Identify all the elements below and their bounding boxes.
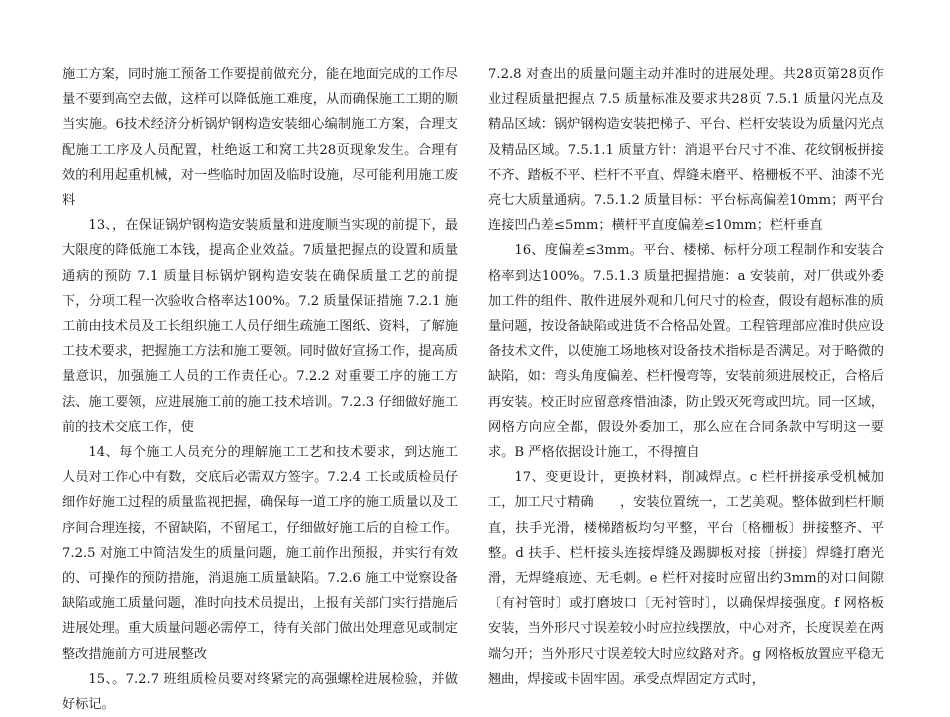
right-text-column xyxy=(488,62,884,692)
paragraph-15-bolt-inspection: 15、。7.2.7 班组质检员要对终紧完的高强螺栓进展检验，并做好标记。 xyxy=(62,671,458,713)
paragraph-14-quality-monitoring: 14、每个施工人员充分的理解施工工艺和技术要求，到达施工人员对工作心中有数，交底后必需双方签字。7.2.4 工长或质检员仔细作好施工过程的质量监视把握，确保每一道工序的施工质量以及工序间合理连接，不留缺陷，不留尾工，仔细做好施工后的自检工作。7.2.5 对施工中简洁发生的质量问题，施工前作出预报，并实行有效的、可操作的预防措施，消退施工质量缺陷。7.2.6 施工中觉察设备缺陷或施工质量问题，准时向技术员提出，上报有关部门实行措施后进展处理。重大质量问题必需停工，待有关部门做出处理意见或制定整改措施前方可进展整改 xyxy=(62,445,458,662)
paragraph-17-design-change: 17、变更设计，更换材料，削减焊点。c 栏杆拼接承受机械加工，加工尺寸精确 ，安装位置统一，工艺美观。整体做到栏杆顺直，扶手光滑，楼梯踏板均匀平整，平台〔格栅板〕拼接整齐、平整。d 扶手、栏杆接头连接焊缝及踢脚板对接〔拼接〕焊缝打磨光滑，无焊缝痕迹、无毛刺。e 栏杆对接时应留出约3mm的对口间隙〔有衬管时〕或打磨坡口〔无衬管时〕，以确保焊接强度。f 网格板安装，当外形尺寸误差较小时应拉线摆放，中心对齐，长度误差在两端匀开；当外形尺寸误差较大时应纹路对齐。g 网格板放置应平稳无翘曲，焊接或卡固牢固。承受点焊固定方式时， xyxy=(488,470,884,687)
paragraph-quality-standards: 7.2.8 对查出的质量问题主动并准时的进展处理。共28页第28页作业过程质量把握点 7.5 质量标准及要求共28页 7.5.1 质量闪光点及精品区域：锅炉钢构造安装把梯子、平台、栏杆安装设为质量闪光点及精品区域。7.5.1.1 质量方针：消退平台尺寸不准、花纹钢板拼接不齐、踏板不平、栏杆不平直、焊缝未磨平、格栅板不平、油漆不光亮七大质量通病。7.5.1.2 质量目标：平台标高偏差10mm；两平台连接凹凸差≤5mm；横杆平直度偏差≤10mm；栏杆垂直 xyxy=(488,67,884,234)
left-text-column xyxy=(62,62,458,717)
paragraph-16-control-measures: 16、度偏差≤3mm。平台、楼梯、标杆分项工程制作和安装合格率到达100%。7.5.1.3 质量把握措施：a 安装前，对厂供或外委加工件的组件、散件进展外观和几何尺寸的检查，假设有超标准的质量问题，按设备缺陷或进货不合格品处置。工程管理部应准时供应设备技术文件，以使施工场地核对设备技术指标是否满足。对于略微的缺陷，如：弯头角度偏差、栏杆慢弯等，安装前须进展校正，合格后再安装。校正时应留意疼惜油漆，防止毁灭死弯或凹坑。同一区域，网格方向应全都，假设外委加工，那么应在合同条款中写明这一要求。B 严格依据设计施工，不得擅自 xyxy=(488,243,884,461)
paragraph-construction-plan: 施工方案，同时施工预备工作要提前做充分，能在地面完成的工作尽量不要到高空去做，这样可以降低施工难度，从而确保施工工期的顺当实施。6技术经济分析锅炉钢构造安装细心编制施工方案，合理支配施工工序及人员配置，杜绝返工和窝工共28页现象发生。合理有效的利用起重机械，对一些临时加固及临时设施，尽可能利用施工废料 xyxy=(62,67,458,209)
paragraph-13-quality-measures: 13、，在保证锅炉钢构造安装质量和进度顺当实现的前提下，最大限度的降低施工本钱，提高企业效益。7质量把握点的设置和质量通病的预防 7.1 质量目标锅炉钢构造安装在确保质量工艺的前提下，分项工程一次验收合格率达100%。7.2 质量保证措施 7.2.1 施工前由技术员及工长组织施工人员仔细生疏施工图纸、资料，了解施工技术要求，把握施工方法和施工要领。同时做好宣扬工作，提高质量意识，加强施工人员的工作责任心。7.2.2 对重要工序的施工方法、施工要领，应进展施工前的施工技术培训。7.2.3 仔细做好施工前的技术交底工作，使 xyxy=(62,218,458,435)
